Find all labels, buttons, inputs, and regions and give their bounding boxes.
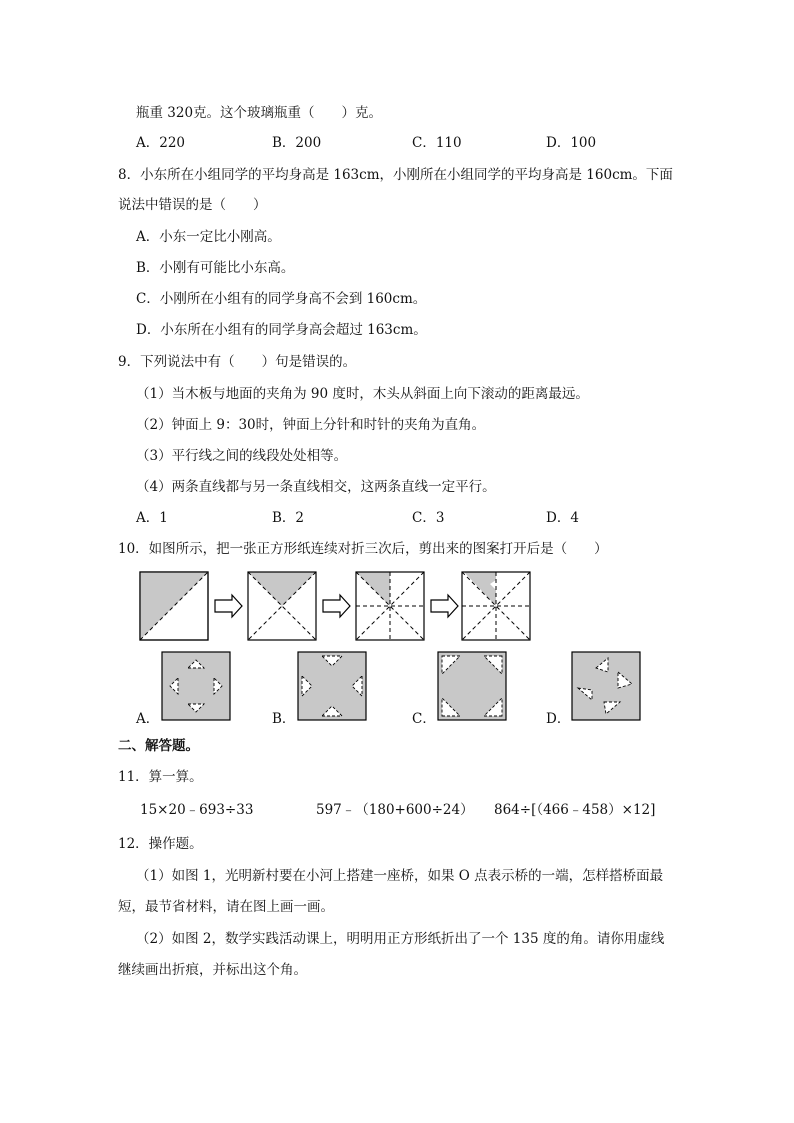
fold-step-3-square (356, 572, 424, 640)
q9-statement-1: （1）当木板与地面的夹角为 90 度时，木头从斜面上向下滚动的距离最远。 (136, 386, 589, 402)
q9-statement-3: （3）平行线之间的线段处处相等。 (136, 448, 348, 464)
q8-option-a: A．小东一定比小刚高。 (136, 229, 281, 245)
q9-option-b: B．2 (272, 510, 305, 526)
arrow-icon (431, 595, 458, 617)
arrow-icon (323, 595, 350, 617)
q10-stem: 10．如图所示，把一张正方形纸连续对折三次后，剪出来的图案打开后是（ ） (118, 541, 608, 557)
q8-option-b: B．小刚有可能比小东高。 (136, 260, 295, 276)
q9-stem: 9．下列说法中有（ ）句是错误的。 (118, 354, 357, 370)
q11-stem: 11．算一算。 (118, 769, 203, 785)
fold-step-1-square (140, 572, 208, 640)
q7-option-a: A．220 (136, 135, 186, 151)
q8-stem-line2: 说法中错误的是（ ） (118, 197, 267, 213)
option-d-pattern (572, 652, 640, 720)
q11-expression-2: 597﹣（180+600÷24） (316, 802, 474, 818)
q10-option-c-label: C． (412, 711, 436, 727)
q9-option-a: A．1 (136, 510, 168, 526)
q12-part1-line2: 短，最节省材料，请在图上画一画。 (118, 899, 334, 915)
q7-option-c: C．110 (412, 135, 462, 151)
q11-expression-1: 15×20﹣693÷33 (140, 802, 254, 818)
option-b-pattern (298, 652, 366, 720)
q9-statement-4: （4）两条直线都与另一条直线相交，这两条直线一定平行。 (136, 479, 496, 495)
q12-part2-line2: 继续画出折痕，并标出这个角。 (118, 962, 307, 978)
q10-option-b-label: B． (272, 711, 296, 727)
q7-option-d: D．100 (546, 135, 597, 151)
q9-option-d: D．4 (546, 510, 579, 526)
q10-option-a-label: A． (136, 711, 160, 727)
q12-part2-line1: （2）如图 2，数学实践活动课上，明明用正方形纸折出了一个 135 度的角。请你用虚线 (136, 931, 665, 947)
q7-option-b: B．200 (272, 135, 322, 151)
option-c-pattern (438, 652, 506, 720)
q12-stem: 12．操作题。 (118, 836, 203, 852)
q8-stem-line1: 8．小东所在小组同学的平均身高是 163cm，小刚所在小组同学的平均身高是 160cm。下面 (118, 167, 673, 183)
q7-continuation: 瓶重 320克。这个玻璃瓶重（ ）克。 (136, 105, 383, 121)
fold-step-4-square (462, 572, 530, 640)
q9-option-c: C．3 (412, 510, 445, 526)
fold-step-2-square (248, 572, 316, 640)
q10-option-d-label: D． (546, 711, 571, 727)
option-a-pattern (162, 652, 230, 720)
q8-option-d: D．小东所在小组有的同学身高会超过 163cm。 (136, 322, 427, 338)
q8-option-c: C．小刚所在小组有的同学身高不会到 160cm。 (136, 291, 427, 307)
q12-part1-line1: （1）如图 1，光明新村要在小河上搭建一座桥，如果 O 点表示桥的一端，怎样搭桥面最 (136, 868, 664, 884)
arrow-icon (215, 595, 242, 617)
section-title: 二、解答题。 (118, 738, 199, 754)
q11-expression-3: 864÷[（466﹣458）×12] (494, 802, 656, 818)
q9-statement-2: （2）钟面上 9：30时，钟面上分针和时针的夹角为直角。 (136, 417, 486, 433)
